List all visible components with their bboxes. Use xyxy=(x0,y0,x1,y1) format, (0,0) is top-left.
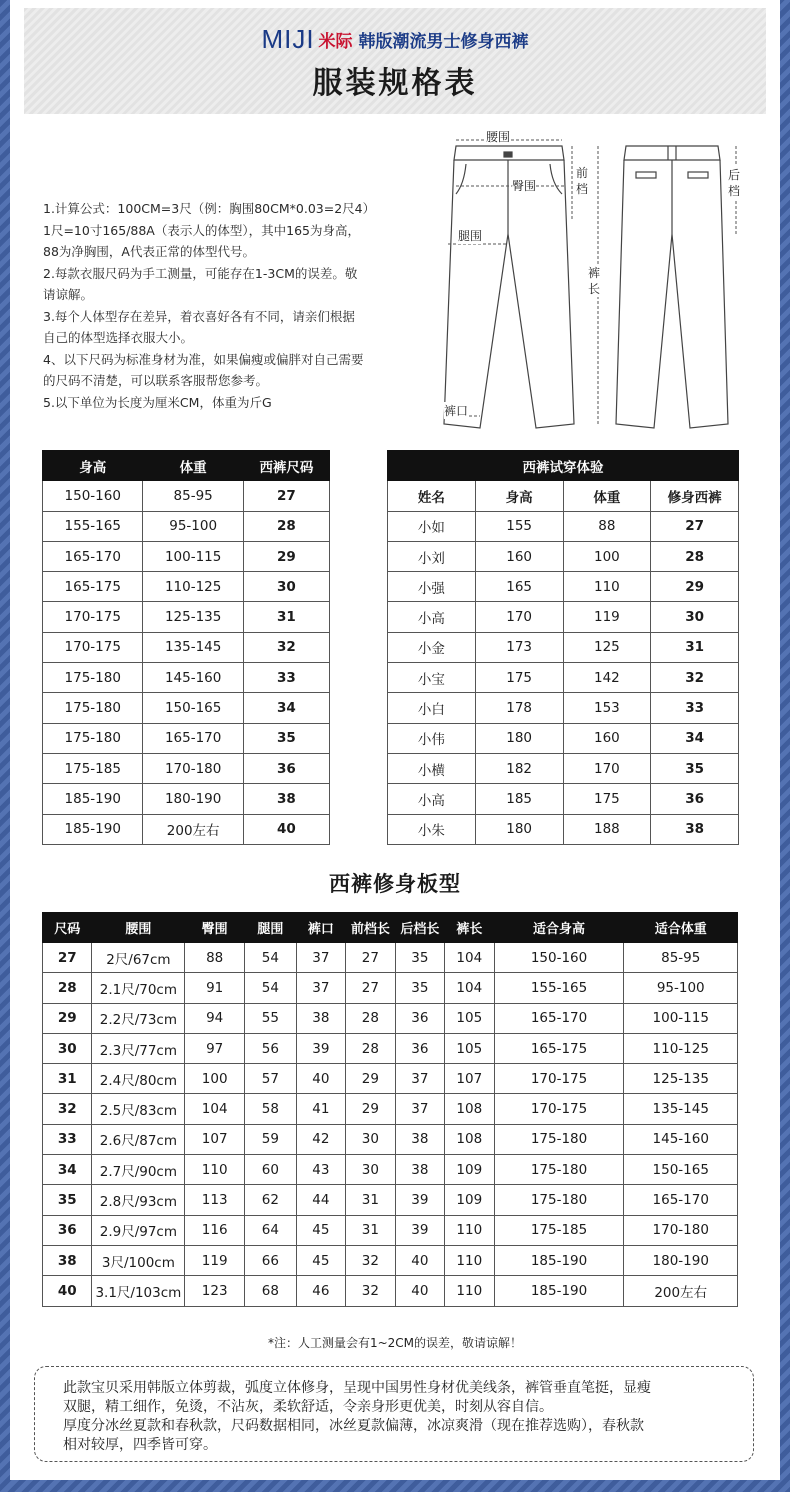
table-cell: 2尺/67cm xyxy=(92,943,185,973)
table-cell: 110-125 xyxy=(624,1033,738,1063)
brand-logo: MIJI xyxy=(261,23,315,54)
table-cell: 150-160 xyxy=(494,943,624,973)
table-cell: 37 xyxy=(395,1094,444,1124)
table-cell: 123 xyxy=(185,1276,245,1306)
table-row xyxy=(388,511,739,541)
table-cell: 40 xyxy=(243,814,329,844)
column-header: 身高 xyxy=(43,451,143,481)
brand-line xyxy=(24,24,766,54)
table-cell: 32 xyxy=(651,663,739,693)
table-row xyxy=(388,814,739,844)
table-row xyxy=(43,572,330,602)
table-cell: 175-180 xyxy=(494,1155,624,1185)
table-cell: 29 xyxy=(346,1064,395,1094)
table-cell: 68 xyxy=(245,1276,297,1306)
table-cell: 56 xyxy=(245,1033,297,1063)
table-row xyxy=(43,1094,738,1124)
table-title-row xyxy=(388,451,739,481)
table-cell: 142 xyxy=(563,663,651,693)
table-cell: 113 xyxy=(185,1185,245,1215)
table-row xyxy=(388,572,739,602)
note-line: 2.每款衣服尺码为手工测量，可能存在1-3CM的误差。敬 xyxy=(43,265,358,281)
table-cell: 180-190 xyxy=(143,784,243,814)
table-cell: 27 xyxy=(346,973,395,1003)
table-cell: 38 xyxy=(651,814,739,844)
column-header: 臀围 xyxy=(185,913,245,943)
table-cell: 150-160 xyxy=(43,481,143,511)
table-row xyxy=(43,663,330,693)
front-trousers-outline xyxy=(444,160,574,428)
table-cell: 35 xyxy=(43,1185,92,1215)
table-cell: 170-175 xyxy=(43,632,143,662)
table-row xyxy=(388,541,739,571)
table-cell: 125 xyxy=(563,632,651,662)
table-cell: 100-115 xyxy=(143,541,243,571)
table-cell: 105 xyxy=(445,1033,494,1063)
table-row xyxy=(43,1003,738,1033)
table-cell: 185-190 xyxy=(494,1245,624,1275)
column-header: 西裤尺码 xyxy=(243,451,329,481)
table-cell: 29 xyxy=(651,572,739,602)
table-cell: 107 xyxy=(185,1124,245,1154)
table-cell: 170-180 xyxy=(624,1215,738,1245)
table-cell: 27 xyxy=(243,481,329,511)
table-cell: 32 xyxy=(346,1276,395,1306)
table-cell: 175-180 xyxy=(43,693,143,723)
table-row xyxy=(43,693,330,723)
description-line: 此款宝贝采用韩版立体剪裁，弧度立体修身，呈现中国男性身材优美线条，裤管垂直笔挺，显瘦 xyxy=(63,1380,651,1396)
table-cell: 110 xyxy=(445,1215,494,1245)
thigh-label: 腿围 xyxy=(458,229,483,243)
front-rise-label-1: 前 xyxy=(576,166,589,180)
table-cell: 38 xyxy=(395,1155,444,1185)
trial-fit-table xyxy=(387,450,739,845)
size-chart-page xyxy=(10,0,780,1480)
table-cell: 200左右 xyxy=(624,1276,738,1306)
brand-logo-cn: 米际 xyxy=(318,31,353,52)
table-cell: 32 xyxy=(43,1094,92,1124)
table-cell: 165 xyxy=(475,572,563,602)
table-cell: 2.1尺/70cm xyxy=(92,973,185,1003)
table-cell: 小刘 xyxy=(388,541,476,571)
length-label-2: 长 xyxy=(588,282,601,296)
table-cell: 小如 xyxy=(388,511,476,541)
table-row xyxy=(43,632,330,662)
table-cell: 38 xyxy=(395,1124,444,1154)
table-cell: 35 xyxy=(395,973,444,1003)
table-cell: 175-180 xyxy=(43,663,143,693)
column-header: 裤口 xyxy=(296,913,345,943)
table-cell: 36 xyxy=(243,753,329,783)
table-cell: 31 xyxy=(243,602,329,632)
waist-label: 腰围 xyxy=(486,130,511,144)
table-cell: 2.8尺/93cm xyxy=(92,1185,185,1215)
table-cell: 35 xyxy=(651,753,739,783)
table-cell: 30 xyxy=(43,1033,92,1063)
table-cell: 170-180 xyxy=(143,753,243,783)
brand-tagline: 韩版潮流男士修身西裤 xyxy=(358,31,529,52)
table-cell: 185-190 xyxy=(43,814,143,844)
table-cell: 37 xyxy=(296,973,345,1003)
table-cell: 32 xyxy=(346,1245,395,1275)
table-cell: 38 xyxy=(243,784,329,814)
table-cell: 170-175 xyxy=(43,602,143,632)
table-row xyxy=(43,1064,738,1094)
column-header: 身高 xyxy=(475,481,563,511)
table-cell: 110 xyxy=(563,572,651,602)
table-cell: 40 xyxy=(296,1064,345,1094)
table-cell: 33 xyxy=(651,693,739,723)
table-cell: 2.3尺/77cm xyxy=(92,1033,185,1063)
table-cell: 85-95 xyxy=(624,943,738,973)
table-cell: 170 xyxy=(563,753,651,783)
table-cell: 104 xyxy=(445,973,494,1003)
table-cell: 97 xyxy=(185,1033,245,1063)
table-row xyxy=(388,753,739,783)
table-row xyxy=(43,1185,738,1215)
table-cell: 29 xyxy=(43,1003,92,1033)
table-row xyxy=(43,973,738,1003)
table-cell: 165-170 xyxy=(494,1003,624,1033)
table-cell: 108 xyxy=(445,1124,494,1154)
table-cell: 165-175 xyxy=(43,572,143,602)
table-cell: 小高 xyxy=(388,602,476,632)
table-cell: 135-145 xyxy=(143,632,243,662)
table-cell: 135-145 xyxy=(624,1094,738,1124)
table-cell: 110 xyxy=(185,1155,245,1185)
product-description xyxy=(34,1366,754,1462)
table-cell: 31 xyxy=(346,1215,395,1245)
table-row xyxy=(43,753,330,783)
table-cell: 30 xyxy=(243,572,329,602)
table-cell: 34 xyxy=(651,723,739,753)
table-row xyxy=(388,632,739,662)
measurement-footnote: *注：人工测量会有1~2CM的误差，敬请谅解！ xyxy=(267,1336,523,1350)
table-cell: 175-180 xyxy=(494,1185,624,1215)
table-cell: 175-185 xyxy=(43,753,143,783)
table-cell: 34 xyxy=(243,693,329,723)
table-row xyxy=(43,1124,738,1154)
table-row xyxy=(43,511,330,541)
table-cell: 31 xyxy=(43,1064,92,1094)
table-cell: 175 xyxy=(563,784,651,814)
table-cell: 小朱 xyxy=(388,814,476,844)
table-cell: 45 xyxy=(296,1245,345,1275)
table-cell: 125-135 xyxy=(143,602,243,632)
fit-section-title: 西裤修身板型 xyxy=(329,872,461,896)
table-cell: 153 xyxy=(563,693,651,723)
column-header: 腿围 xyxy=(245,913,297,943)
table-cell: 180 xyxy=(475,814,563,844)
table-cell: 3.1尺/103cm xyxy=(92,1276,185,1306)
note-line: 88为净胸围，A代表正常的体型代号。 xyxy=(43,244,255,259)
header-banner xyxy=(24,8,766,114)
table-cell: 35 xyxy=(243,723,329,753)
hem-label: 裤口 xyxy=(444,404,469,418)
table-cell: 28 xyxy=(43,973,92,1003)
table-cell: 200左右 xyxy=(143,814,243,844)
table-cell: 3尺/100cm xyxy=(92,1245,185,1275)
table-cell: 165-175 xyxy=(494,1033,624,1063)
table-cell: 155-165 xyxy=(494,973,624,1003)
table-cell: 160 xyxy=(475,541,563,571)
table-cell: 100 xyxy=(185,1064,245,1094)
table-row xyxy=(388,693,739,723)
table-cell: 160 xyxy=(563,723,651,753)
table-cell: 155-165 xyxy=(43,511,143,541)
table-row xyxy=(43,481,330,511)
table-cell: 39 xyxy=(395,1215,444,1245)
table-cell: 38 xyxy=(43,1245,92,1275)
table-cell: 40 xyxy=(43,1276,92,1306)
table-cell: 170-175 xyxy=(494,1094,624,1124)
table-cell: 109 xyxy=(445,1185,494,1215)
table-row xyxy=(388,784,739,814)
table-row xyxy=(43,1245,738,1275)
table-cell: 58 xyxy=(245,1094,297,1124)
table-cell: 36 xyxy=(395,1003,444,1033)
table-cell: 小白 xyxy=(388,693,476,723)
back-rise-label-1: 后 xyxy=(728,168,741,182)
table-cell: 37 xyxy=(395,1064,444,1094)
table-cell: 62 xyxy=(245,1185,297,1215)
description-line: 双腿，精工细作，免烫，不沾灰，柔软舒适，令亲身形更优美，时刻从容自信。 xyxy=(63,1399,553,1415)
table-cell: 180 xyxy=(475,723,563,753)
table-cell: 40 xyxy=(395,1245,444,1275)
column-header: 体重 xyxy=(563,481,651,511)
table-cell: 27 xyxy=(346,943,395,973)
table-cell: 28 xyxy=(243,511,329,541)
table-cell: 33 xyxy=(243,663,329,693)
table-cell: 88 xyxy=(185,943,245,973)
table-cell: 45 xyxy=(296,1215,345,1245)
table-cell: 42 xyxy=(296,1124,345,1154)
back-waistband xyxy=(624,146,720,160)
table-cell: 175 xyxy=(475,663,563,693)
column-header: 裤长 xyxy=(445,913,494,943)
description-line: 厚度分冰丝夏款和春秋款，尺码数据相同，冰丝夏款偏薄，冰凉爽滑（现在推荐选购），春秋款 xyxy=(63,1418,644,1434)
table-cell: 59 xyxy=(245,1124,297,1154)
table-cell: 30 xyxy=(346,1124,395,1154)
table-cell: 108 xyxy=(445,1094,494,1124)
table-row xyxy=(43,541,330,571)
note-line: 的尺码不清楚，可以联系客服帮您参考。 xyxy=(43,373,269,388)
table-cell: 85-95 xyxy=(143,481,243,511)
table-cell: 36 xyxy=(651,784,739,814)
table-cell: 145-160 xyxy=(143,663,243,693)
table-cell: 64 xyxy=(245,1215,297,1245)
table-cell: 188 xyxy=(563,814,651,844)
table-cell: 107 xyxy=(445,1064,494,1094)
table-cell: 54 xyxy=(245,943,297,973)
table-cell: 100-115 xyxy=(624,1003,738,1033)
table-cell: 145-160 xyxy=(624,1124,738,1154)
table-cell: 170-175 xyxy=(494,1064,624,1094)
table-row xyxy=(43,602,330,632)
table-row xyxy=(388,663,739,693)
table-cell: 165-170 xyxy=(43,541,143,571)
table-cell: 175-180 xyxy=(43,723,143,753)
table-cell: 39 xyxy=(296,1033,345,1063)
table-cell: 小强 xyxy=(388,572,476,602)
table-cell: 119 xyxy=(185,1245,245,1275)
table-header-row xyxy=(43,913,738,943)
table-cell: 119 xyxy=(563,602,651,632)
table-cell: 30 xyxy=(346,1155,395,1185)
table-cell: 175-185 xyxy=(494,1215,624,1245)
table-row xyxy=(43,1155,738,1185)
table-cell: 30 xyxy=(651,602,739,632)
table-cell: 36 xyxy=(43,1215,92,1245)
table-cell: 28 xyxy=(346,1033,395,1063)
table-cell: 109 xyxy=(445,1155,494,1185)
page-title: 服装规格表 xyxy=(312,66,478,101)
table-cell: 2.2尺/73cm xyxy=(92,1003,185,1033)
table-cell: 110 xyxy=(445,1245,494,1275)
table-cell: 29 xyxy=(346,1094,395,1124)
table-row xyxy=(43,723,330,753)
table-cell: 165-170 xyxy=(143,723,243,753)
hip-label: 臀围 xyxy=(512,179,537,193)
table-cell: 54 xyxy=(245,973,297,1003)
table-header-row xyxy=(43,451,330,481)
column-header: 适合身高 xyxy=(494,913,624,943)
table-cell: 27 xyxy=(651,511,739,541)
table-cell: 43 xyxy=(296,1155,345,1185)
table-cell: 小高 xyxy=(388,784,476,814)
table-cell: 185 xyxy=(475,784,563,814)
table-cell: 94 xyxy=(185,1003,245,1033)
length-label-1: 裤 xyxy=(588,266,601,280)
table-cell: 155 xyxy=(475,511,563,541)
table-cell: 38 xyxy=(296,1003,345,1033)
table-cell: 110-125 xyxy=(143,572,243,602)
table-cell: 165-170 xyxy=(624,1185,738,1215)
note-line: 5.以下单位为长度为厘米CM，体重为斤G xyxy=(43,394,272,410)
table-cell: 2.7尺/90cm xyxy=(92,1155,185,1185)
table-row xyxy=(43,814,330,844)
description-line: 相对较厚，四季皆可穿。 xyxy=(63,1437,217,1453)
table-cell: 105 xyxy=(445,1003,494,1033)
table-cell: 2.6尺/87cm xyxy=(92,1124,185,1154)
table-cell: 28 xyxy=(651,541,739,571)
table-row xyxy=(43,943,738,973)
table-cell: 41 xyxy=(296,1094,345,1124)
table-row xyxy=(43,1276,738,1306)
table-cell: 150-165 xyxy=(143,693,243,723)
size-notes xyxy=(43,198,393,413)
trial-table-title: 西裤试穿体验 xyxy=(388,451,739,481)
column-header: 姓名 xyxy=(388,481,476,511)
table-cell: 88 xyxy=(563,511,651,541)
table-cell: 小金 xyxy=(388,632,476,662)
table-cell: 27 xyxy=(43,943,92,973)
table-cell: 116 xyxy=(185,1215,245,1245)
table-cell: 110 xyxy=(445,1276,494,1306)
table-cell: 180-190 xyxy=(624,1245,738,1275)
note-line: 4、以下尺码为标准身材为准，如果偏瘦或偏胖对自己需要 xyxy=(43,351,364,367)
table-cell: 55 xyxy=(245,1003,297,1033)
table-cell: 2.9尺/97cm xyxy=(92,1215,185,1245)
table-cell: 35 xyxy=(395,943,444,973)
column-header: 尺码 xyxy=(43,913,92,943)
note-line: 请谅解。 xyxy=(43,287,94,302)
table-cell: 170 xyxy=(475,602,563,632)
table-cell: 29 xyxy=(243,541,329,571)
table-row xyxy=(388,723,739,753)
column-header: 体重 xyxy=(143,451,243,481)
note-line: 1.计算公式：100CM=3尺（例：胸围80CM*0.03=2尺4） xyxy=(43,201,376,216)
table-cell: 100 xyxy=(563,541,651,571)
table-cell: 小伟 xyxy=(388,723,476,753)
table-row xyxy=(43,784,330,814)
table-cell: 150-165 xyxy=(624,1155,738,1185)
table-cell: 33 xyxy=(43,1124,92,1154)
table-cell: 34 xyxy=(43,1155,92,1185)
table-cell: 2.4尺/80cm xyxy=(92,1064,185,1094)
table-cell: 95-100 xyxy=(143,511,243,541)
front-rise-label-2: 档 xyxy=(576,182,589,196)
table-row xyxy=(388,602,739,632)
table-cell: 185-190 xyxy=(494,1276,624,1306)
table-cell: 173 xyxy=(475,632,563,662)
table-subheader-row xyxy=(388,481,739,511)
note-line: 1尺=10寸165/88A（表示人的体型），其中165为身高， xyxy=(43,222,360,238)
column-header: 适合体重 xyxy=(624,913,738,943)
table-cell: 39 xyxy=(395,1185,444,1215)
table-cell: 66 xyxy=(245,1245,297,1275)
table-cell: 95-100 xyxy=(624,973,738,1003)
table-cell: 91 xyxy=(185,973,245,1003)
column-header: 腰围 xyxy=(92,913,185,943)
table-cell: 36 xyxy=(395,1033,444,1063)
table-cell: 175-180 xyxy=(494,1124,624,1154)
table-cell: 44 xyxy=(296,1185,345,1215)
table-cell: 37 xyxy=(296,943,345,973)
trousers-diagram xyxy=(422,124,762,434)
table-cell: 178 xyxy=(475,693,563,723)
table-cell: 46 xyxy=(296,1276,345,1306)
table-cell: 31 xyxy=(346,1185,395,1215)
table-cell: 31 xyxy=(651,632,739,662)
table-row xyxy=(43,1215,738,1245)
column-header: 后档长 xyxy=(395,913,444,943)
note-line: 3.每个人体型存在差异，着衣喜好各有不同，请亲们根据 xyxy=(43,308,355,324)
column-header: 前档长 xyxy=(346,913,395,943)
size-recommendation-table xyxy=(42,450,330,845)
table-cell: 小宝 xyxy=(388,663,476,693)
column-header: 修身西裤 xyxy=(651,481,739,511)
table-cell: 104 xyxy=(445,943,494,973)
table-cell: 125-135 xyxy=(624,1064,738,1094)
note-line: 自己的体型选择衣服大小。 xyxy=(43,330,194,345)
table-row xyxy=(43,1033,738,1063)
table-cell: 182 xyxy=(475,753,563,783)
table-cell: 28 xyxy=(346,1003,395,1033)
table-cell: 104 xyxy=(185,1094,245,1124)
fit-measurement-table xyxy=(42,912,738,1307)
table-cell: 2.5尺/83cm xyxy=(92,1094,185,1124)
table-cell: 60 xyxy=(245,1155,297,1185)
table-cell: 57 xyxy=(245,1064,297,1094)
table-cell: 40 xyxy=(395,1276,444,1306)
table-cell: 32 xyxy=(243,632,329,662)
table-cell: 185-190 xyxy=(43,784,143,814)
back-rise-label-2: 档 xyxy=(728,184,741,198)
table-cell: 小横 xyxy=(388,753,476,783)
